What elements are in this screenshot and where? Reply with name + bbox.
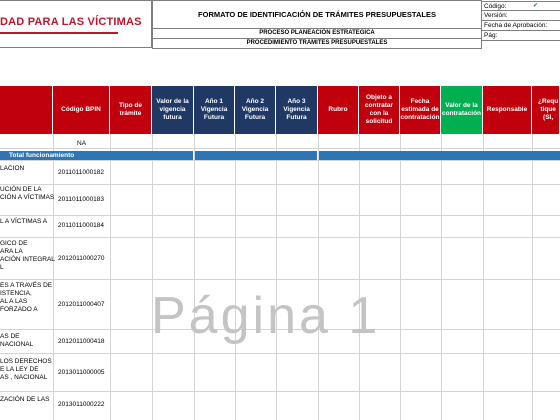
grid-line xyxy=(194,134,195,420)
grid-line xyxy=(0,148,560,149)
title-cell[interactable] xyxy=(152,0,482,29)
table-row-bpin[interactable]: 2013011000005 xyxy=(58,369,105,376)
section-band[interactable] xyxy=(319,151,560,160)
process-cell[interactable] xyxy=(152,29,482,39)
grid-line xyxy=(110,134,111,420)
table-row-bpin[interactable]: 2012011000270 xyxy=(58,255,105,262)
meta-code-label: Código: xyxy=(484,3,507,10)
col-header-valor-contratacion[interactable]: Valor de la contratación xyxy=(441,86,483,134)
page-title: FORMATO DE IDENTIFICACIÓN DE TRÁMITES PRESUPUESTALES xyxy=(198,10,436,19)
table-row-bpin[interactable]: 2012011000407 xyxy=(58,301,105,308)
col-header-valor-vigencia[interactable]: Valor de la vigencia futura xyxy=(152,86,194,134)
procedure-cell[interactable] xyxy=(152,39,482,49)
meta-approval-label: Fecha de Aprobación: xyxy=(484,22,548,29)
section-band[interactable] xyxy=(195,151,317,160)
logo-cell xyxy=(0,0,152,48)
meta-approval-date[interactable] xyxy=(481,21,560,31)
col-header-ano1[interactable]: Año 1 Vigencia Futura xyxy=(194,86,235,134)
na-cell[interactable]: NA xyxy=(77,140,87,147)
table-row-desc[interactable]: ZACIÓN DE LAS xyxy=(0,396,50,403)
grid-line xyxy=(318,134,319,420)
table-row-bpin[interactable]: 2011011000184 xyxy=(58,222,105,229)
meta-code[interactable] xyxy=(481,1,560,11)
table-row-bpin[interactable]: 2011011000182 xyxy=(58,169,105,176)
col-header-tipo-tramite[interactable]: Tipo de trámite xyxy=(110,86,152,134)
col-header-ano2[interactable]: Año 2 Vigencia Futura xyxy=(235,86,276,134)
process-label: PROCESO PLANEACIÓN ESTRATEGICA xyxy=(259,30,375,36)
section-label: Total funcionamiento xyxy=(9,152,75,159)
col-header-responsable[interactable]: Responsable xyxy=(483,86,532,134)
col-header-objeto[interactable]: Objeto a contratar con la solicitud xyxy=(359,86,400,134)
logo: DAD PARA LAS VÍCTIMAS xyxy=(0,16,142,28)
grid-line xyxy=(400,134,401,420)
page-break-watermark: Página 1 xyxy=(151,287,381,345)
grid-line xyxy=(152,134,153,420)
grid-line xyxy=(0,160,560,161)
grid-line xyxy=(53,134,54,420)
table-row-bpin[interactable]: 2013011000222 xyxy=(58,401,105,408)
col-header-requiere[interactable]: ¿Requ tique (SI, xyxy=(532,86,560,134)
grid-line xyxy=(532,134,533,420)
table-row-desc[interactable]: UCIÓN DE LA CIÓN A VÍCTIMAS xyxy=(0,186,55,201)
table-row-desc[interactable]: L A VÍCTIMAS A xyxy=(0,218,48,225)
grid-line xyxy=(0,353,560,354)
grid-line xyxy=(0,184,560,185)
grid-line xyxy=(0,215,560,216)
table-row-desc[interactable]: AS DE NACIONAL xyxy=(0,333,34,348)
grid-line xyxy=(276,134,277,420)
logo-underline xyxy=(0,32,118,34)
col-header-description[interactable] xyxy=(0,86,53,134)
check-icon: ✔ xyxy=(533,3,539,9)
grid-line xyxy=(441,134,442,420)
col-header-bpin[interactable]: Código BPIN xyxy=(53,86,110,134)
grid-line xyxy=(0,391,560,392)
table-row-desc[interactable]: LOS DERECHOS E LA LEY DE AS , NACIONAL xyxy=(0,358,52,381)
grid-line xyxy=(235,134,236,420)
table-row-desc[interactable]: GICO DE ARA LA ACIÓN INTEGRAL L xyxy=(0,240,55,271)
meta-page-label: Pág: xyxy=(484,32,498,39)
meta-page[interactable] xyxy=(481,31,560,41)
grid-line xyxy=(359,134,360,420)
grid-line xyxy=(0,279,560,280)
grid-line xyxy=(0,237,560,238)
table-row-bpin[interactable]: 2012011000418 xyxy=(58,338,105,345)
procedure-label: PROCEDIMIENTO TRAMITES PRESUPUESTALES xyxy=(246,40,388,46)
col-header-rubro[interactable]: Rubro xyxy=(318,86,359,134)
grid-line xyxy=(483,134,484,420)
table-row-desc[interactable]: LACION xyxy=(0,165,25,172)
table-row-desc[interactable]: ES A TRAVÉS DE ISTENCIA, AL A LAS FORZADO A xyxy=(0,282,53,313)
col-header-fecha[interactable]: Fecha estimada de contratación xyxy=(400,86,441,134)
col-header-ano3[interactable]: Año 3 Vigencia Futura xyxy=(276,86,318,134)
meta-version[interactable] xyxy=(481,11,560,21)
meta-version-label: Versión: xyxy=(484,12,508,19)
table-row-bpin[interactable]: 2011011000183 xyxy=(58,196,105,203)
